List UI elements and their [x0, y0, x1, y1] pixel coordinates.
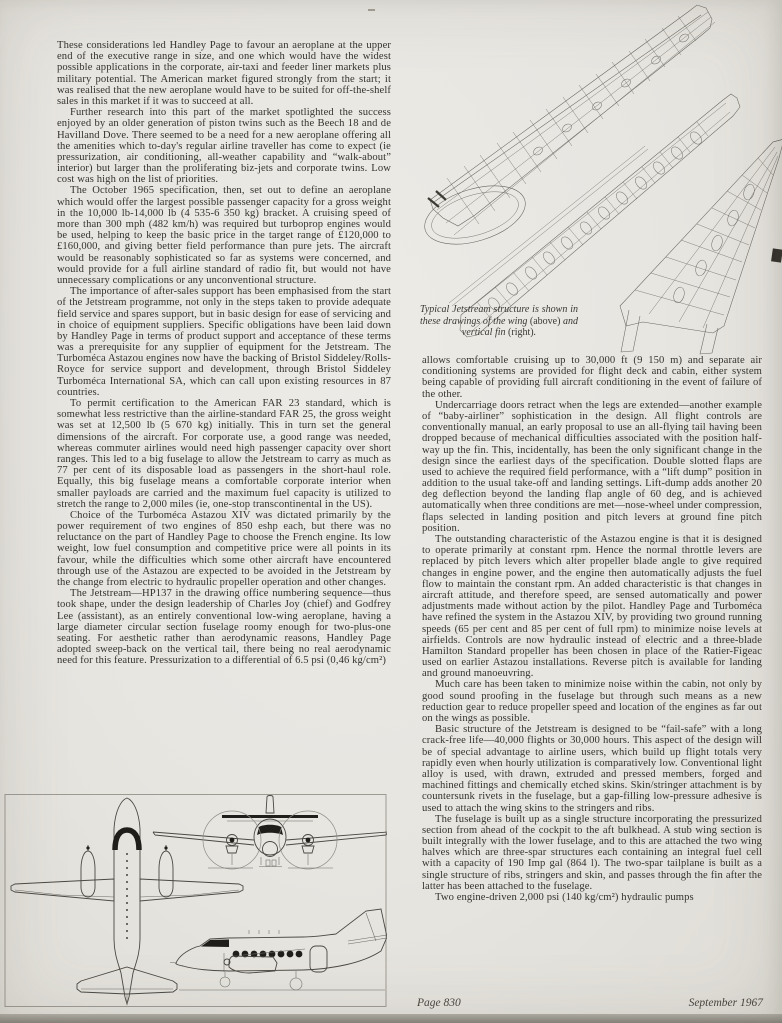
paragraph: The October 1965 specification, then, set out to define an aeroplane which would offer the largest possible passenger capacity for a gross weight in the 10,000 lb-14,000 lb (4 535-6 350 kg) bracket. A cruising speed of more than 300 mph (482 km/h) was required but turboprop engines would be used, helping to keep the basic price in the target range of £120,000 to £160,000, and giving better field performance than pure jets. The aircraft would be reasonably sophisticated so far as systems were concerned, and would provide for a full airline standard of radio fit, but would not have unnecessary complications or any unconventional structure. — [57, 185, 391, 286]
caption-right-label: (right) — [508, 327, 534, 339]
caption-above-label: (above) — [529, 315, 561, 327]
three-view-drawing — [3, 791, 387, 1011]
left-column — [57, 40, 391, 667]
front-view — [153, 796, 387, 870]
paragraph: Two engine-driven 2,000 psi (140 kg/cm²) hydraulic pumps — [435, 892, 694, 903]
issue-date: September 1967 — [688, 997, 763, 1009]
caption-text: and vertical fin — [461, 315, 578, 339]
right-column — [422, 355, 762, 903]
paragraph: The importance of after-sales support has been emphasised from the start of the Jetstream programme, not only in the steps taken to provide adequate field service and spares support, but in basic design for ease of servicing and in choice of equipment suppliers. Specific obligations have been laid down by Handley Page in terms of product support and acceptance of these terms was a prerequisite for any supplier of equipment for the Jetstream. The Turboméca Astazou engines now have the backing of Bristol Siddeley/Rolls-Royce for service support and development, through Bristol Siddeley Turboméca International SA, which can call upon existing resources in 87 countries. — [57, 286, 391, 398]
three-view-figure — [3, 791, 387, 1011]
paragraph: The fuselage is built up as a single structure incorporating the pressurized section from ahead of the cockpit to the aft bulkhead. A stub wing section is built integrally with the lower fuselage, and to this are attached the two wing halves which are three-spar structures each containing an integral fuel cell with a capacity of 190 Imp gal (864 l). The two-spar tailplane is built as a single structure of ribs, stringers and skin, and passes through the fin after the latter has been attached to the fuselage. — [422, 813, 762, 892]
paragraph: These considerations led Handley Page to favour an aeroplane at the upper end of the executive range in size, and one which would have the widest possible applications in the corporate, air-taxi and feeder liner markets plus military potential. The American market figured strongly from the start; it was realised that the new aeroplane would have to be suited for off-the-shelf sales in this market if it was to succeed at all. — [57, 40, 391, 107]
paragraph: allows comfortable cruising up to 30,000 ft (9 150 m) and separate air conditioning systems are provided for flight deck and cabin, either system being capable of providing full aircraft conditioning in the event of failure of the other. — [422, 355, 762, 400]
wing-rear-panel — [449, 94, 740, 337]
caption-text: Typical Jetstream structure is shown in these drawings of the wing — [420, 304, 578, 327]
caption-text: . — [533, 327, 537, 339]
paragraph: Basic structure of the Jetstream is designed to be “fail-safe” with a long crack-free life—40,000 flights or 30,000 hours. This aspect of the design will be of special advantage to airline users, which build up flight totals very rapidly even when hourly utilization is comparatively low. Conventional light alloy is used, with drawn, extruded and pressed members, forged and machined fittings and chemically etched skins. Skin/stringer attachment is by countersunk rivets in the fuselage, but a gap-filling low-pressure adhesive is used to attach the wing skins to the stringers and ribs. — [422, 724, 762, 814]
paragraph: Much care has been taken to minimize noise within the cabin, not only by good sound proofing in the fuselage but through such means as a new reduction gear to reduce propeller speed and location of the engines as far out on the wings as possible. — [422, 679, 762, 724]
figure-caption — [420, 304, 578, 339]
paragraph: The outstanding characteristic of the Astazou engine is that it is designed to operate primarily at constant rpm. Hence the normal throttle levers are replaced by pitch levers which alter propeller blade angle to give required changes in engine power, and the engine then automatically adjusts the fuel flow to maintain the constant rpm. An added characteristic is that changes in aircraft attitude, and therefore speed, are sensed automatically and power adjustments made without action by the pilot. Handley Page and Turboméca have refined the system in the Astazou XIV, by providing two ground running speeds (65 per cent and 85 per cent of full rpm) to minimize noise levels at airfields. Controls are now hydraulic instead of electric and a three-blade Hamilton Standard propeller has been chosen in place of the Ratier-Figeac used on earlier Astazou installations. Reverse pitch is available for landing and ground manoeuvring. — [422, 534, 762, 680]
side-view — [170, 909, 387, 990]
paragraph: The Jetstream—HP137 in the drawing office numbering sequence—thus took shape, under the design leadership of Charles Joy (chief) and Godfrey Lee (assistant), as an entirely conventional low-wing aeroplane, having a large diameter circular section fuselage roomy enough for two-plus-one seating. For aesthetic rather than aerodynamic reasons, Handley Page adopted sweep-back on the vertical tail, there being no real aerodynamic need for this feature. Pressurization to a differential of 6.5 psi (0,46 kg/cm²) — [57, 588, 391, 667]
paragraph: Undercarriage doors retract when the legs are extended—another example of “baby-airliner” sophistication in the design. All flight controls are conventionally manual, an early proposal to use an all-flying tail having been dropped because of mechanical difficulties associated with the position half-way up the fin. This, incidentally, has been the only significant change in the design since the earliest days of the specification. Double slotted flaps are used to achieve the required field performance, with a “lift dump” position in addition to the usual take-off and landing settings. Lift-dump adds another 20 deg deflection beyond the landing flap angle of 60 deg, and is achieved automatically when three conditions are met—nose-wheel under compression, flaps selected in landing position and pitch levers at ground fine pitch position. — [422, 399, 762, 534]
paragraph: To permit certification to the American FAR 23 standard, which is somewhat less restrictive than the airline-standard FAR 25, the gross weight was set at 12,500 lb (5 670 kg) initially. This in turn set the general dimensions of the aircraft. For corporate use, a good range was needed, whereas commuter airlines would need high passenger capacity over short ranges. This led to a big fuselage to allow the Jetstream to carry as much as 77 per cent of its disposable load as passengers in the short-haul role. Equally, this big fuselage means a comfortable corporate interior when smaller payloads are carried and the maximum fuel capacity is utilized to stretch the range to 2,000 miles (ie, one-stop transcontinental in the US). — [57, 398, 391, 510]
page-footer — [417, 997, 763, 1009]
main-wing-panel — [418, 5, 715, 255]
fin-structure-drawing — [620, 139, 782, 354]
paragraph: Further research into this part of the market spotlighted the success enjoyed by an older generation of piston twins such as the Beech 18 and de Havilland Dove. There seemed to be a need for a new aeroplane offering all the amenities which to-day's regular airline traveller has come to expect (ie pressurization, air conditioning, all-weather capability and “walk-about” interior) but larger than the proliferating biz-jets and corporate twins. Low cost was high on the list of priorities. — [57, 107, 391, 186]
scan-speck — [368, 9, 375, 11]
page-number: Page 830 — [417, 997, 461, 1009]
paragraph: Choice of the Turboméca Astazou XIV was dictated primarily by the power requirement of two engines of 850 eshp each, but there was no reluctance on the part of Handley Page to choose the French engine. Its low weight, low fuel consumption and competitive price were all points in its favour, while the difficulties which some other aircraft have encountered through use of the Astazou are expected to be avoided in the Jetstream by the change from electric to hydraulic propeller operation and other changes. — [57, 509, 391, 588]
page-bottom-edge — [0, 1014, 782, 1023]
plan-view — [11, 798, 243, 1005]
